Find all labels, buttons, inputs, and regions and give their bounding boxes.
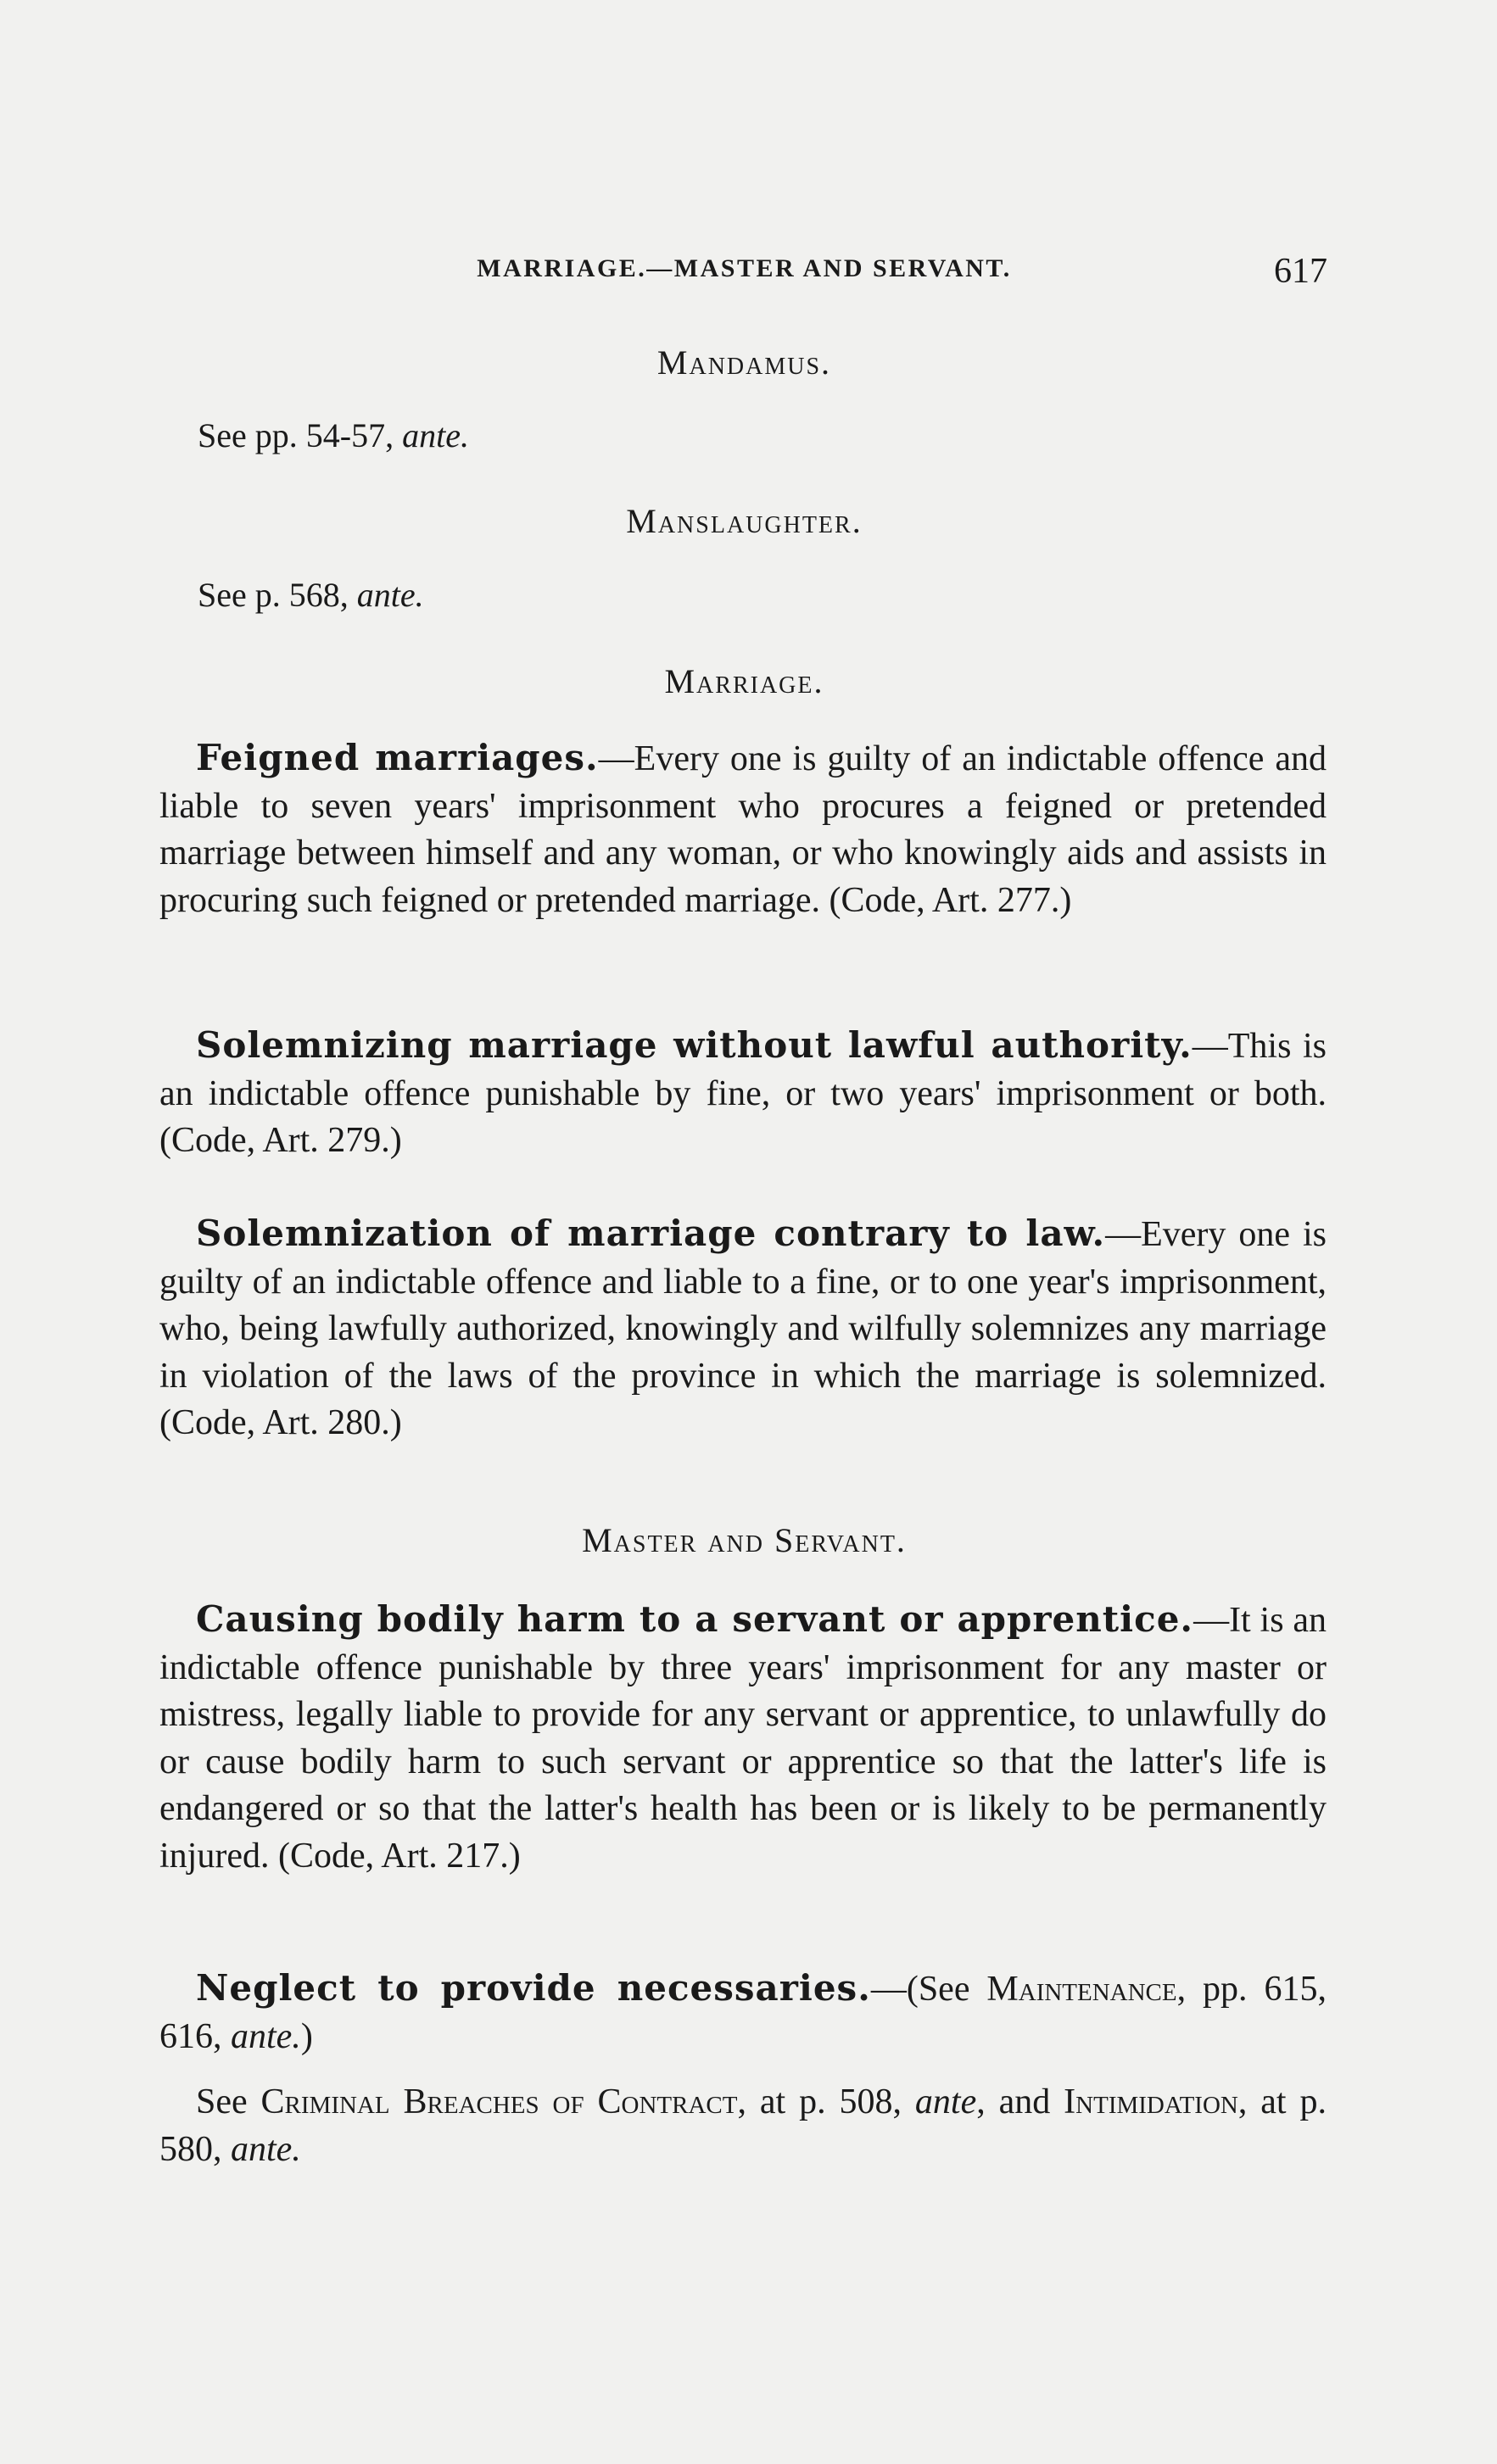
heading-mandamus: Mandamus. xyxy=(656,343,832,382)
paragraph-text: See xyxy=(196,2082,261,2121)
see-reference-manslaughter xyxy=(198,575,424,615)
paragraph-solemnizing-without-authority xyxy=(159,1022,1327,1165)
cross-reference-maintenance: Maintenance xyxy=(986,1970,1177,2009)
paragraph-text: —Every one is guilty of an indictable offence and liable to seven years' imprisonment who procures a feigned or pretended marriage between himself and any woman, or who knowingly aids and assists in procuring such feigned or pretended marriage. (Code, Art. 277.) xyxy=(159,739,1327,920)
ante-text: ante. xyxy=(402,416,469,454)
paragraph-title: Feigned marriages. xyxy=(196,737,599,778)
ante-text: ante. xyxy=(231,2130,301,2169)
paragraph-text: ) xyxy=(300,2016,313,2056)
paragraph-text: , at p. 508, xyxy=(737,2082,915,2121)
page-number: 617 xyxy=(1274,252,1327,291)
running-head xyxy=(161,251,1327,293)
cross-reference-criminal-breaches: Criminal Breaches of Contract xyxy=(260,2082,738,2121)
paragraph-text: —This is an indictable offence punishable by fine, or two years' imprisonment or both. (Code, Art. 279.) xyxy=(159,1027,1327,1160)
paragraph-see-also xyxy=(159,2078,1327,2173)
paragraph-feigned-marriages xyxy=(159,734,1327,924)
paragraph-solemnization-contrary-to-law xyxy=(159,1210,1327,1447)
paragraph-text: , at p. 580, xyxy=(159,2082,1327,2169)
paragraph-title: Solemnization of marriage contrary to law. xyxy=(196,1212,1106,1254)
paragraph-text: —Every one is guilty of an indictable offence and liable to a fine, or to one year's imprisonment, who, being lawfully authorized, knowingly and wilfully solemnizes any marriage in violation of the laws of the province in which the marriage is solemnized. (Code, Art. 280.) xyxy=(159,1215,1327,1442)
paragraph-neglect-necessaries xyxy=(159,1965,1327,2060)
paragraph-title: Causing bodily harm to a servant or apprentice. xyxy=(196,1598,1194,1640)
paragraph-text: , pp. 615, 616, xyxy=(159,1970,1327,2056)
ante-text: ante. xyxy=(231,2016,301,2056)
paragraph-title: Neglect to provide necessaries. xyxy=(196,1967,871,2009)
see-text: See pp. 54-57, xyxy=(198,416,403,454)
ante-text: ante xyxy=(914,2082,977,2121)
see-reference-mandamus xyxy=(198,415,469,455)
cross-reference-intimidation: Intimidation xyxy=(1064,2082,1238,2121)
paragraph-text: —It is an indictable offence punishable by three years' imprisonment for any master or mistress, legally liable to provide for any servant or apprentice, to unlawfully do or cause bodily harm to such servant or apprentice so that the latter's life is endangered or so that the latter's health has been or is likely to be permanently injured. (Code, Art. 217.) xyxy=(159,1601,1327,1876)
paragraph-text: —(See xyxy=(870,1970,987,2009)
heading-manslaughter: Manslaughter. xyxy=(626,502,863,540)
running-title: MARRIAGE.—MASTER AND SERVANT. xyxy=(477,254,1012,282)
paragraph-causing-bodily-harm xyxy=(159,1596,1327,1880)
ante-text: ante. xyxy=(356,576,424,614)
paragraph-title: Solemnizing marriage without lawful authority. xyxy=(196,1024,1193,1066)
see-text: See p. 568, xyxy=(198,576,357,614)
paragraph-text: , and xyxy=(976,2082,1064,2121)
heading-marriage: Marriage. xyxy=(664,662,824,700)
heading-master-and-servant: Master and Servant. xyxy=(582,1521,907,1559)
